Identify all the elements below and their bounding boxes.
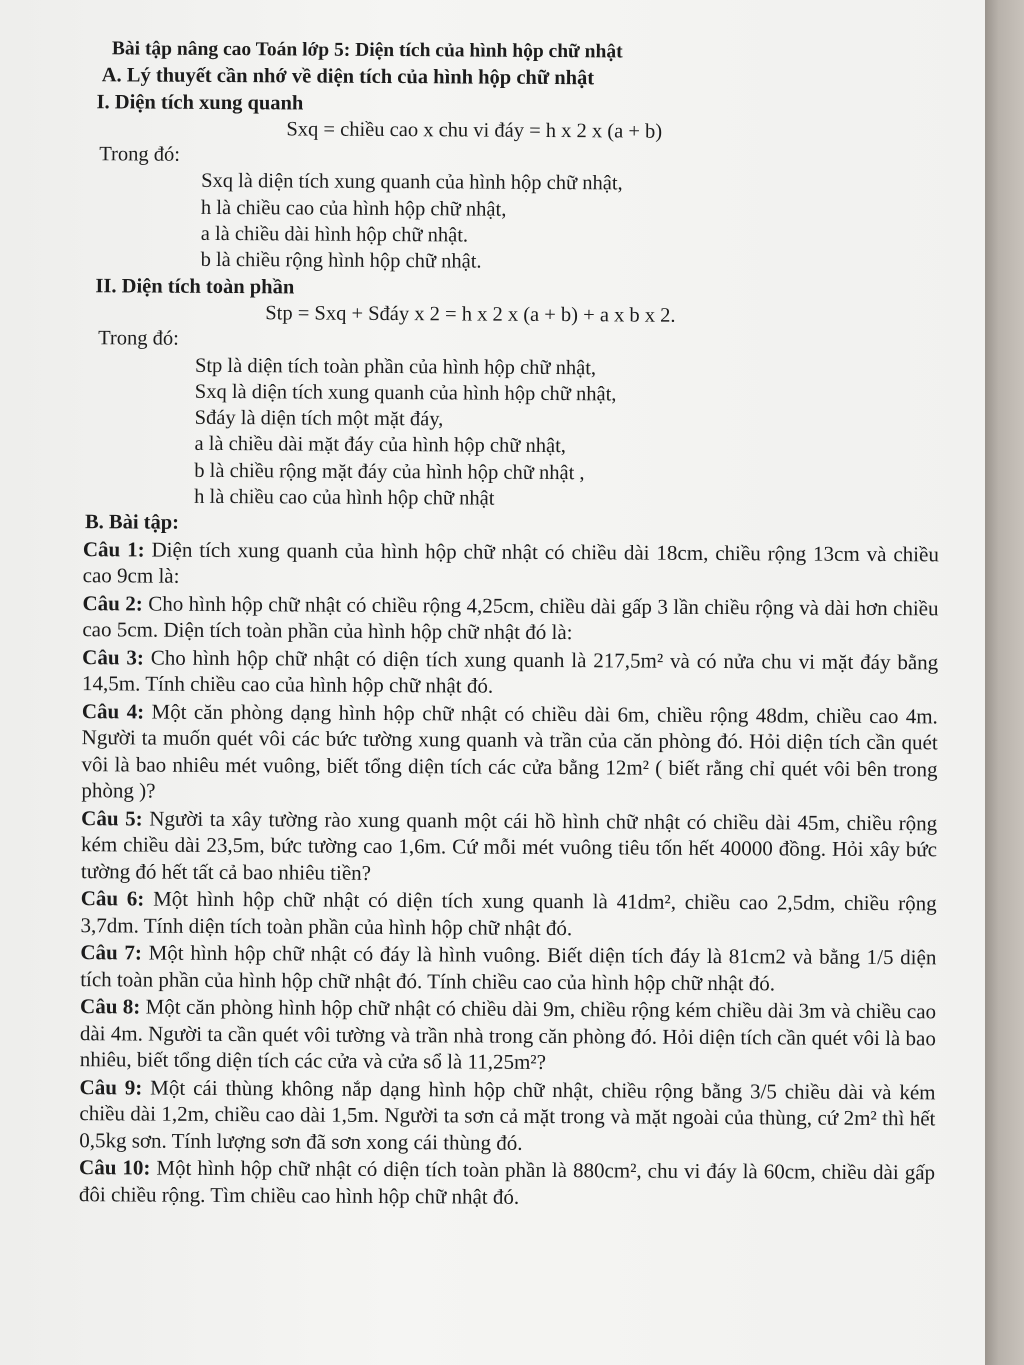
question-label: Câu 5:: [81, 805, 143, 831]
section-b-heading: B. Bài tập:: [84, 511, 180, 535]
question-text: Một căn phòng hình hộp chữ nhật có chiều dài 9m, chiều rộng kém chiều dài 3m và chiều cao dài 4m. Người ta cần quét vôi tường và trần nhà trong căn phòng đó. Hỏi diện tích cần quét vôi là bao nhiêu, biết tổng diện tích các cửa và cửa sổ là 11,25m²?: [79, 994, 937, 1075]
question-5: [81, 805, 937, 890]
part2-heading: II. Diện tích toàn phần: [95, 274, 295, 299]
question-text: Một cái thùng không nắp dạng hình hộp chữ nhật, chiều rộng bằng 3/5 chiều dài và kém chiều dài 1,2m, chiều cao dài 1,5m. Người ta sơn cả mặt trong và mặt ngoài của thùng, cứ 2m² thì hết 0,5kg sơn. Tính lượng sơn đã sơn xong cái thùng đó.: [79, 1075, 936, 1155]
document-body: [55, 36, 942, 1213]
part2-formula: Stp = Sxq + Sđáy x 2 = h x 2 x (a + b) + a x b x 2.: [265, 302, 676, 327]
question-label: Câu 3:: [82, 644, 144, 670]
question-text: Cho hình hộp chữ nhật có chiều rộng 4,25cm, chiều dài gấp 3 lần chiều rộng và dài hơn chiều cao 5cm. Diện tích toàn phần của hình hộp chữ nhật đó là:: [82, 591, 939, 645]
question-label: Câu 4:: [81, 698, 145, 724]
question-text: Người ta xây tường rào xung quanh một cái hồ hình chữ nhật có chiều dài 45m, chiều rộng kém chiều dài 23,5m, bức tường cao 1,6m. Cứ mỗi mét vuông tiêu tốn hết 40000 đồng. Hỏi xây bức tường đó hết tất cả bao nhiêu tiền?: [80, 806, 938, 885]
section-a-heading: A. Lý thuyết cần nhớ về diện tích của hình hộp chữ nhật: [101, 64, 595, 90]
question-label: Câu 2:: [82, 590, 143, 616]
question-label: Câu 7:: [80, 940, 143, 965]
part1-item: b là chiều rộng hình hộp chữ nhật.: [200, 249, 482, 273]
question-10: [79, 1154, 935, 1212]
part2-item: Sxq là diện tích xung quanh của hình hộp chữ nhật,: [194, 380, 617, 406]
part2-item: a là chiều dài mặt đáy của hình hộp chữ nhật,: [194, 433, 567, 458]
question-label: Câu 10:: [79, 1155, 151, 1180]
question-6: [80, 885, 936, 943]
question-text: Một căn phòng dạng hình hộp chữ nhật có chiều dài 6m, chiều rộng 48dm, chiều cao 4m. Người ta muốn quét vôi các bức tường xung quanh và trần của căn phòng đó. Hỏi diện tích cần quét vôi là bao nhiêu mét vuông, biết tổng diện tích các cửa bằng 12m² ( biết rằng chỉ quét vôi bên trong phòng )?: [81, 699, 938, 803]
part2-item: Stp là diện tích toàn phần của hình hộp chữ nhật,: [194, 354, 597, 379]
question-3: [82, 644, 938, 702]
question-4: [81, 698, 938, 809]
question-7: [80, 939, 936, 997]
part1-item: Sxq là diện tích xung quanh của hình hộp chữ nhật,: [201, 170, 623, 195]
part2-item: b là chiều rộng mặt đáy của hình hộp chữ nhật ,: [194, 459, 585, 484]
question-label: Câu 9:: [79, 1074, 143, 1100]
question-label: Câu 8:: [80, 994, 141, 1019]
part2-where-label: Trong đó:: [98, 327, 179, 350]
table-surface-edge: [985, 0, 1024, 1365]
part1-item: a là chiều dài hình hộp chữ nhật.: [200, 222, 469, 247]
document-title: Bài tập nâng cao Toán lớp 5: Diện tích của hình hộp chữ nhật: [111, 38, 623, 63]
part1-where-label: Trong đó:: [99, 143, 181, 166]
question-1: [83, 536, 939, 594]
question-text: Cho hình hộp chữ nhật có diện tích xung quanh là 217,5m² và có nửa chu vi mặt đáy bằng 14,5m. Tính chiều cao của hình hộp chữ nhật đó.: [81, 645, 939, 698]
part2-item: h là chiều cao của hình hộp chữ nhật: [194, 485, 495, 510]
part1-item: h là chiều cao của hình hộp chữ nhật,: [200, 196, 507, 221]
question-text: Một hình hộp chữ nhật có diện tích toàn phần là 880cm², chu vi đáy là 60cm, chiều dài gấp đôi chiều rộng. Tìm chiều cao hình hộp chữ nhật đó.: [78, 1155, 936, 1209]
question-2: [82, 590, 938, 648]
question-text: Một hình hộp chữ nhật có đáy là hình vuông. Biết diện tích đáy là 81cm2 và bằng 1/5 diện tích toàn phần của hình hộp chữ nhật đó. Tính chiều cao của hình hộp chữ nhật đó.: [80, 940, 937, 996]
part1-formula: Sxq = chiều cao x chu vi đáy = h x 2 x (a + b): [286, 118, 663, 143]
question-label: Câu 1:: [82, 536, 145, 562]
part1-heading: I. Diện tích xung quanh: [96, 90, 304, 115]
question-9: [79, 1074, 935, 1159]
question-text: Một hình hộp chữ nhật có diện tích xung quanh là 41dm², chiều cao 2,5dm, chiều rộng 3,7dm. Tính diện tích toàn phần của hình hộp chữ nhật đó.: [80, 886, 937, 940]
question-8: [80, 993, 936, 1078]
part2-item: Sđáy là diện tích một mặt đáy,: [194, 406, 444, 431]
question-text: Diện tích xung quanh của hình hộp chữ nhật có chiều dài 18cm, chiều rộng 13cm và chiều cao 9cm là:: [82, 537, 939, 588]
question-label: Câu 6:: [80, 886, 145, 911]
